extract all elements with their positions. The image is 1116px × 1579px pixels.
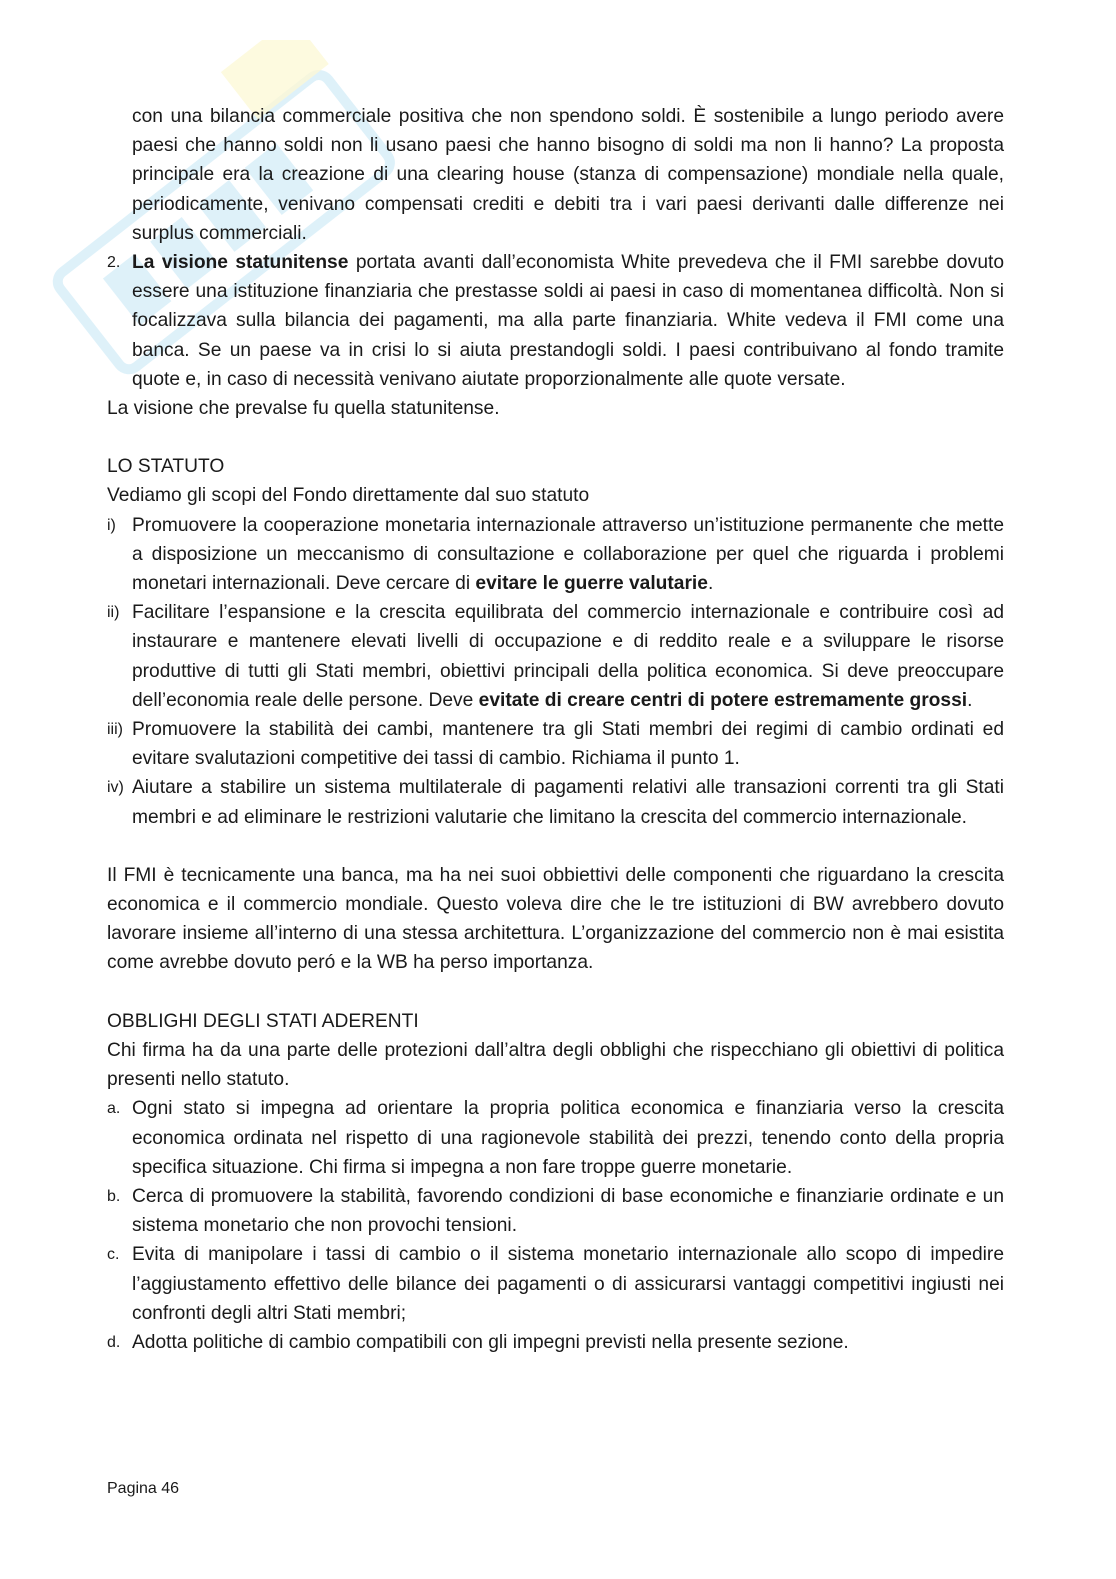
fmi-paragraph: Il FMI è tecnicamente una banca, ma ha nei suoi obbiettivi delle componenti che riguardano la crescita economica e il commercio mondiale. Questo voleva dire che le tre istituzioni di BW avrebbero dovuto lavorare insieme all’interno di una stessa architettura. L’organizzazione del commercio non è mai esistita come avrebbe dovuto peró e la WB ha perso importanza. xyxy=(107,864,1004,974)
list-item-2: 2. La visione statunitense portata avanti dall’economista White prevedeva che il FMI sarebbe dovuto essere una istituzione finanziaria che prestasse soldi ai paesi in caso di momentanea difficoltà. Non si focalizzava sulla bilancia dei pagamenti, ma alla parte finanziaria. White vedeva il FMI come una banca. Se un paese va in crisi lo si aiuta prestandogli soldi. I paesi contribuivano al fondo tramite quote e, in caso di necessità venivano aiutate proporzionalmente alle quote versate. xyxy=(107,248,1004,394)
intro-continuation: con una bilancia commerciale positiva che non spendono soldi. È sostenibile a lungo periodo avere paesi che hanno soldi non li usano paesi che hanno bisogno di soldi ma non li hanno? La proposta principale era la creazione di una clearing house (stanza di compensazione) mondiale nella quale, periodicamente, venivano compensati crediti e debiti tra i vari paesi derivanti dalle differenze nei surplus commerciali. xyxy=(132,106,1004,244)
obblighi-item: d. Adotta politiche di cambio compatibili con gli impegni previsti nella presente sezione. xyxy=(107,1331,849,1353)
statuto-intro: Vediamo gli scopi del Fondo direttamente dal suo statuto xyxy=(107,485,590,507)
obblighi-item: b. Cerca di promuovere la stabilità, favorendo condizioni di base economiche e finanziarie ordinate e un sistema monetario che non provochi tensioni. xyxy=(107,1185,1004,1237)
document-page xyxy=(107,102,1004,1357)
statuto-item: ii) Facilitare l’espansione e la crescita equilibrata del commercio internazionale e contribuire così ad instaurare e mantenere elevati livelli di occupazione e di reddito reale e a sviluppare le risorse produttive di tutti gli Stati membri, obiettivi principali della politica economica. Si deve preoccupare dell’economia reale delle persone. Deve evitate di creare centri di potere estremamente grossi. xyxy=(107,602,1004,711)
obblighi-intro: Chi firma ha da una parte delle protezioni dall’altra degli obblighi che rispecchiano gli obiettivi di politica presenti nello statuto. xyxy=(107,1039,1004,1091)
statuto-item: iv) Aiutare a stabilire un sistema multilaterale di pagamenti relativi alle transazioni correnti tra gli Stati membri e ad eliminare le restrizioni valutarie che limitano la crescita del commercio internazionale. xyxy=(107,777,1004,828)
obblighi-item: a. Ogni stato si impegna ad orientare la propria politica economica e finanziaria verso la crescita economica ordinata nel rispetto di una ragionevole stabilità dei prezzi, tenendo conto della propria specifica situazione. Chi firma si impegna a non fare troppe guerre monetarie. xyxy=(107,1098,1004,1178)
statuto-item: iii) Promuovere la stabilità dei cambi, mantenere tra gli Stati membri dei regimi di cambio ordinati ed evitare svalutazioni competitive dei tassi di cambio. Richiama il punto 1. xyxy=(107,719,1004,770)
list-marker: 2. xyxy=(107,254,121,272)
statuto-item: i) Promuovere la cooperazione monetaria internazionale attraverso un’istituzione permanente che mette a disposizione un meccanismo di consultazione e collaborazione per quel che riguarda i problemi monetari internazionali. Deve cercare di evitare le guerre valutarie. xyxy=(107,514,1004,595)
page-number: Pagina 46 xyxy=(107,1480,180,1497)
section-heading-obblighi: OBBLIGHI DEGLI STATI ADERENTI xyxy=(107,1010,419,1032)
section-heading-statuto: LO STATUTO xyxy=(107,456,225,478)
bold-term: La visione statunitense xyxy=(132,252,349,274)
prevalse-sentence: La visione che prevalse fu quella statunitense. xyxy=(107,398,500,420)
obblighi-item: c. Evita di manipolare i tassi di cambio o il sistema monetario internazionale allo scopo di impedire l’aggiustamento effettivo delle bilance dei pagamenti o di assicurarsi vantaggi competitivi ingiusti nei confronti degli altri Stati membri; xyxy=(107,1244,1004,1324)
